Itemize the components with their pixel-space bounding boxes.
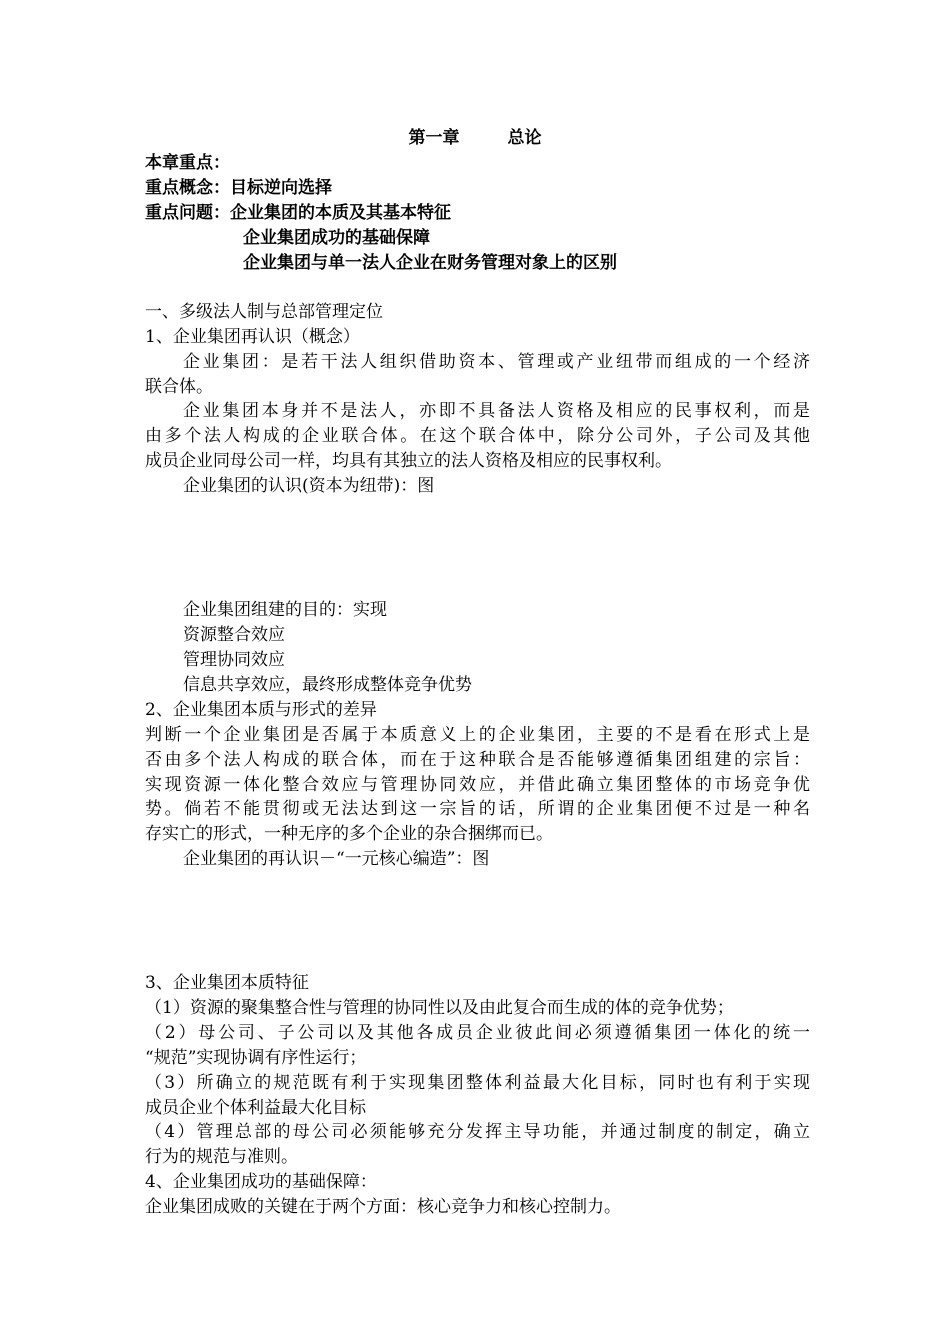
key-concepts: 重点概念：目标逆向选择 <box>145 178 332 198</box>
list-item: 信息共享效应，最终形成整体竞争优势 <box>183 675 472 695</box>
paragraph-line: 存实亡的形式，一种无序的多个企业的杂合捆绑而已。 <box>145 824 553 844</box>
paragraph-line: 企业集团：是若干法人组织借助资本、管理或产业纽带而组成的一个经济 <box>183 352 810 372</box>
paragraph-line: 否由多个法人构成的联合体，而在于这种联合是否能够遵循集团组建的宗旨： <box>145 750 810 770</box>
list-item: 管理协同效应 <box>183 650 285 670</box>
paragraph-line: 由多个法人构成的企业联合体。在这个联合体中，除分公司外，子公司及其他 <box>145 426 810 446</box>
paragraph-line: 企业集团组建的目的：实现 <box>183 600 387 620</box>
subsection-heading-1-3: 3、企业集团本质特征 <box>145 973 309 993</box>
paragraph-line: 成员企业同母公司一样，均具有其独立的法人资格及相应的民事权利。 <box>145 451 672 471</box>
figure-reference: 企业集团的再认识－“一元核心编造”：图 <box>183 849 490 869</box>
feature-item-4-cont: 行为的规范与准则。 <box>145 1147 298 1167</box>
subsection-heading-1-1: 1、企业集团再认识（概念） <box>145 327 360 347</box>
subsection-heading-1-2: 2、企业集团本质与形式的差异 <box>145 700 377 720</box>
chapter-name: 总论 <box>507 128 542 148</box>
key-issues-2: 企业集团成功的基础保障 <box>243 228 430 248</box>
paragraph-line: 企业集团成败的关键在于两个方面：核心竞争力和核心控制力。 <box>145 1197 621 1217</box>
feature-item-2-cont: “规范”实现协调有序性运行； <box>145 1048 367 1068</box>
feature-item-3-cont: 成员企业个体利益最大化目标 <box>145 1098 366 1118</box>
key-issues-3: 企业集团与单一法人企业在财务管理对象上的区别 <box>243 253 617 273</box>
paragraph-line: 判断一个企业集团是否属于本质意义上的企业集团，主要的不是看在形式上是 <box>145 725 810 745</box>
key-points-heading: 本章重点： <box>145 153 230 173</box>
subsection-heading-1-4: 4、企业集团成功的基础保障： <box>145 1172 377 1192</box>
paragraph-line: 实现资源一体化整合效应与管理协同效应，并借此确立集团整体的市场竞争优 <box>145 775 810 795</box>
figure-reference: 企业集团的认识(资本为纽带)：图 <box>183 476 435 496</box>
chapter-title <box>0 128 950 148</box>
list-item: 资源整合效应 <box>183 625 285 645</box>
feature-item-1: （1）资源的聚集整合性与管理的协同性以及由此复合而生成的体的竞争优势； <box>145 998 734 1018</box>
paragraph-line: 企业集团本身并不是法人，亦即不具备法人资格及相应的民事权利，而是 <box>183 401 810 421</box>
paragraph-line: 势。倘若不能贯彻或无法达到这一宗旨的话，所谓的企业集团便不过是一种名 <box>145 799 810 819</box>
feature-item-2: （2）母公司、子公司以及其他各成员企业彼此间必须遵循集团一体化的统一 <box>145 1023 810 1043</box>
section-heading-1: 一、多级法人制与总部管理定位 <box>145 302 383 322</box>
feature-item-4: （4）管理总部的母公司必须能够充分发挥主导功能，并通过制度的制定，确立 <box>145 1122 810 1142</box>
feature-item-3: （3）所确立的规范既有利于实现集团整体利益最大化目标，同时也有利于实现 <box>145 1073 810 1093</box>
key-issues-1: 重点问题：企业集团的本质及其基本特征 <box>145 203 451 223</box>
chapter-number: 第一章 <box>408 128 460 148</box>
paragraph-line: 联合体。 <box>145 377 213 397</box>
